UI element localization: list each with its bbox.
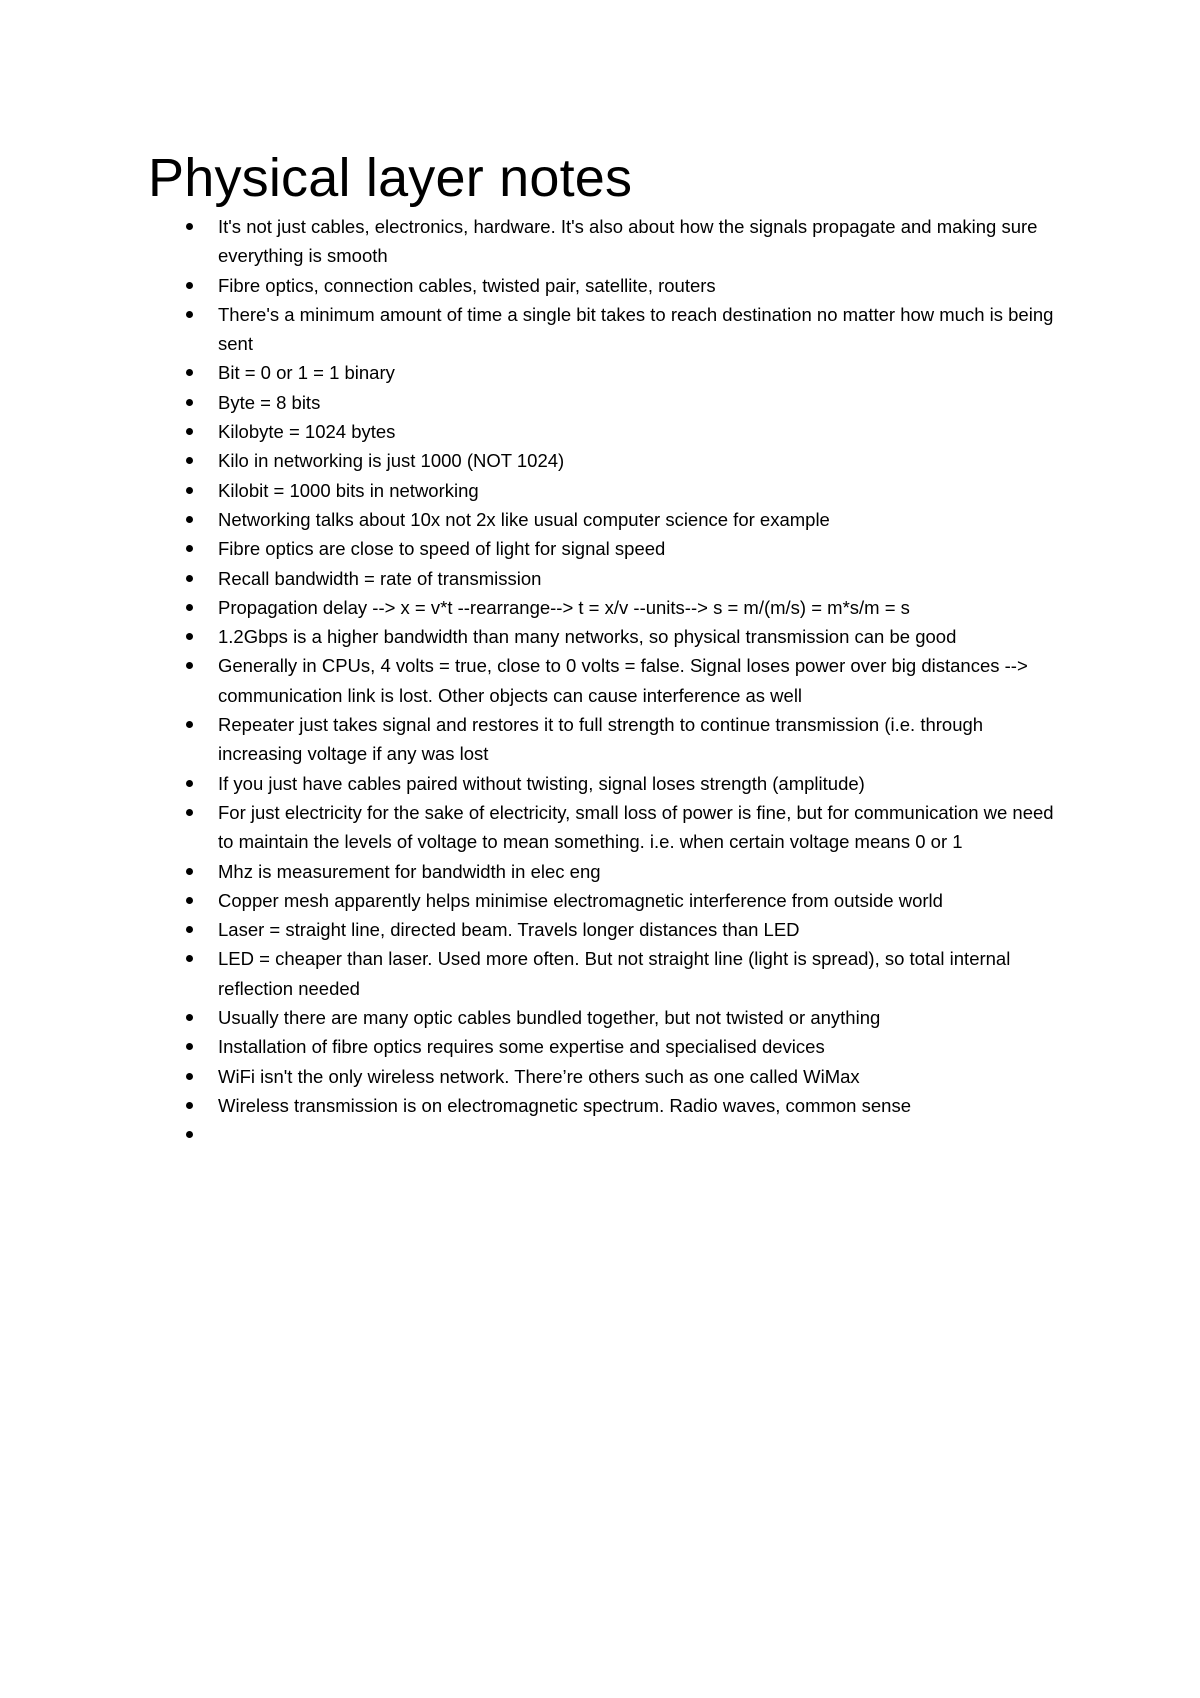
list-item	[0, 1120, 1068, 1149]
bullet-dot-icon	[186, 545, 193, 552]
bullet-dot-icon	[186, 428, 193, 435]
bullet-text: Recall bandwidth = rate of transmission	[218, 567, 542, 589]
list-item	[0, 505, 1068, 534]
bullet-dot-icon	[186, 1102, 193, 1109]
bullet-list	[0, 212, 1200, 1150]
bullet-dot-icon	[186, 399, 193, 406]
list-item	[0, 271, 1068, 300]
list-item	[0, 1062, 1068, 1091]
bullet-text: Usually there are many optic cables bundled together, but not twisted or anything	[218, 1007, 881, 1029]
bullet-text: Bit = 0 or 1 = 1 binary	[218, 362, 395, 384]
bullet-dot-icon	[186, 721, 193, 728]
list-item	[0, 212, 1068, 271]
bullet-dot-icon	[186, 1131, 193, 1138]
list-item	[0, 944, 1068, 1003]
bullet-text: Byte = 8 bits	[218, 391, 321, 413]
bullet-text: WiFi isn't the only wireless network. There’re others such as one called WiMax	[218, 1065, 860, 1087]
bullet-text: Fibre optics are close to speed of light for signal speed	[218, 538, 666, 560]
list-item	[0, 358, 1068, 387]
bullet-dot-icon	[186, 1073, 193, 1080]
list-item	[0, 1091, 1068, 1120]
bullet-dot-icon	[186, 780, 193, 787]
bullet-text: Networking talks about 10x not 2x like usual computer science for example	[218, 508, 830, 530]
list-item	[0, 446, 1068, 475]
list-item	[0, 886, 1068, 915]
bullet-dot-icon	[186, 955, 193, 962]
bullet-dot-icon	[186, 311, 193, 318]
bullet-dot-icon	[186, 897, 193, 904]
bullet-dot-icon	[186, 926, 193, 933]
bullet-text: Generally in CPUs, 4 volts = true, close to 0 volts = false. Signal loses power over big distances --> communication link is lost. Other objects can cause interference as well	[218, 655, 1028, 706]
bullet-dot-icon	[186, 223, 193, 230]
bullet-text: 1.2Gbps is a higher bandwidth than many networks, so physical transmission can be good	[218, 626, 957, 648]
bullet-text: It's not just cables, electronics, hardware. It's also about how the signals propagate and making sure everything is smooth	[218, 216, 1038, 267]
bullet-dot-icon	[186, 1014, 193, 1021]
bullet-dot-icon	[186, 662, 193, 669]
bullet-dot-icon	[186, 516, 193, 523]
list-item	[0, 476, 1068, 505]
list-item	[0, 300, 1068, 359]
bullet-text	[218, 1120, 1068, 1149]
list-item	[0, 710, 1068, 769]
bullet-text: Mhz is measurement for bandwidth in elec eng	[218, 860, 601, 882]
list-item	[0, 417, 1068, 446]
bullet-text: Kilo in networking is just 1000 (NOT 1024)	[218, 450, 565, 472]
bullet-dot-icon	[186, 633, 193, 640]
bullet-text: LED = cheaper than laser. Used more often. But not straight line (light is spread), so total internal reflection needed	[218, 948, 1011, 999]
list-item	[0, 798, 1068, 857]
document-title: Physical layer notes	[148, 148, 633, 208]
list-item	[0, 1003, 1068, 1032]
bullet-dot-icon	[186, 369, 193, 376]
list-item	[0, 857, 1068, 886]
bullet-dot-icon	[186, 604, 193, 611]
bullet-text: Installation of fibre optics requires some expertise and specialised devices	[218, 1036, 825, 1058]
bullet-text: Repeater just takes signal and restores it to full strength to continue transmission (i.e. through increasing voltage if any was lost	[218, 714, 984, 765]
bullet-dot-icon	[186, 487, 193, 494]
list-item	[0, 622, 1068, 651]
list-item	[0, 593, 1068, 622]
bullet-dot-icon	[186, 1043, 193, 1050]
bullet-text: Propagation delay --> x = v*t --rearrange--> t = x/v --units--> s = m/(m/s) = m*s/m = s	[218, 596, 910, 618]
bullet-text: Copper mesh apparently helps minimise electromagnetic interference from outside world	[218, 889, 943, 911]
bullet-text: There's a minimum amount of time a single bit takes to reach destination no matter how much is being sent	[218, 303, 1054, 355]
bullet-text: Kilobyte = 1024 bytes	[218, 421, 396, 443]
bullet-text: Laser = straight line, directed beam. Travels longer distances than LED	[218, 919, 800, 941]
list-item	[0, 564, 1068, 593]
bullet-text: Fibre optics, connection cables, twisted pair, satellite, routers	[218, 274, 716, 296]
bullet-text: For just electricity for the sake of electricity, small loss of power is fine, but for communication we need to maintain the levels of voltage to mean something. i.e. when certain voltage means 0 or 1	[218, 801, 1054, 853]
bullet-text: Kilobit = 1000 bits in networking	[218, 479, 479, 501]
list-item	[0, 769, 1068, 798]
list-item	[0, 534, 1068, 563]
list-item	[0, 388, 1068, 417]
bullet-dot-icon	[186, 809, 193, 816]
list-item	[0, 651, 1068, 710]
bullet-dot-icon	[186, 457, 193, 464]
bullet-dot-icon	[186, 868, 193, 875]
bullet-text: If you just have cables paired without twisting, signal loses strength (amplitude)	[218, 772, 865, 794]
bullet-dot-icon	[186, 575, 193, 582]
list-item	[0, 915, 1068, 944]
bullet-dot-icon	[186, 282, 193, 289]
bullet-text: Wireless transmission is on electromagnetic spectrum. Radio waves, common sense	[218, 1094, 911, 1116]
list-item	[0, 1032, 1068, 1061]
